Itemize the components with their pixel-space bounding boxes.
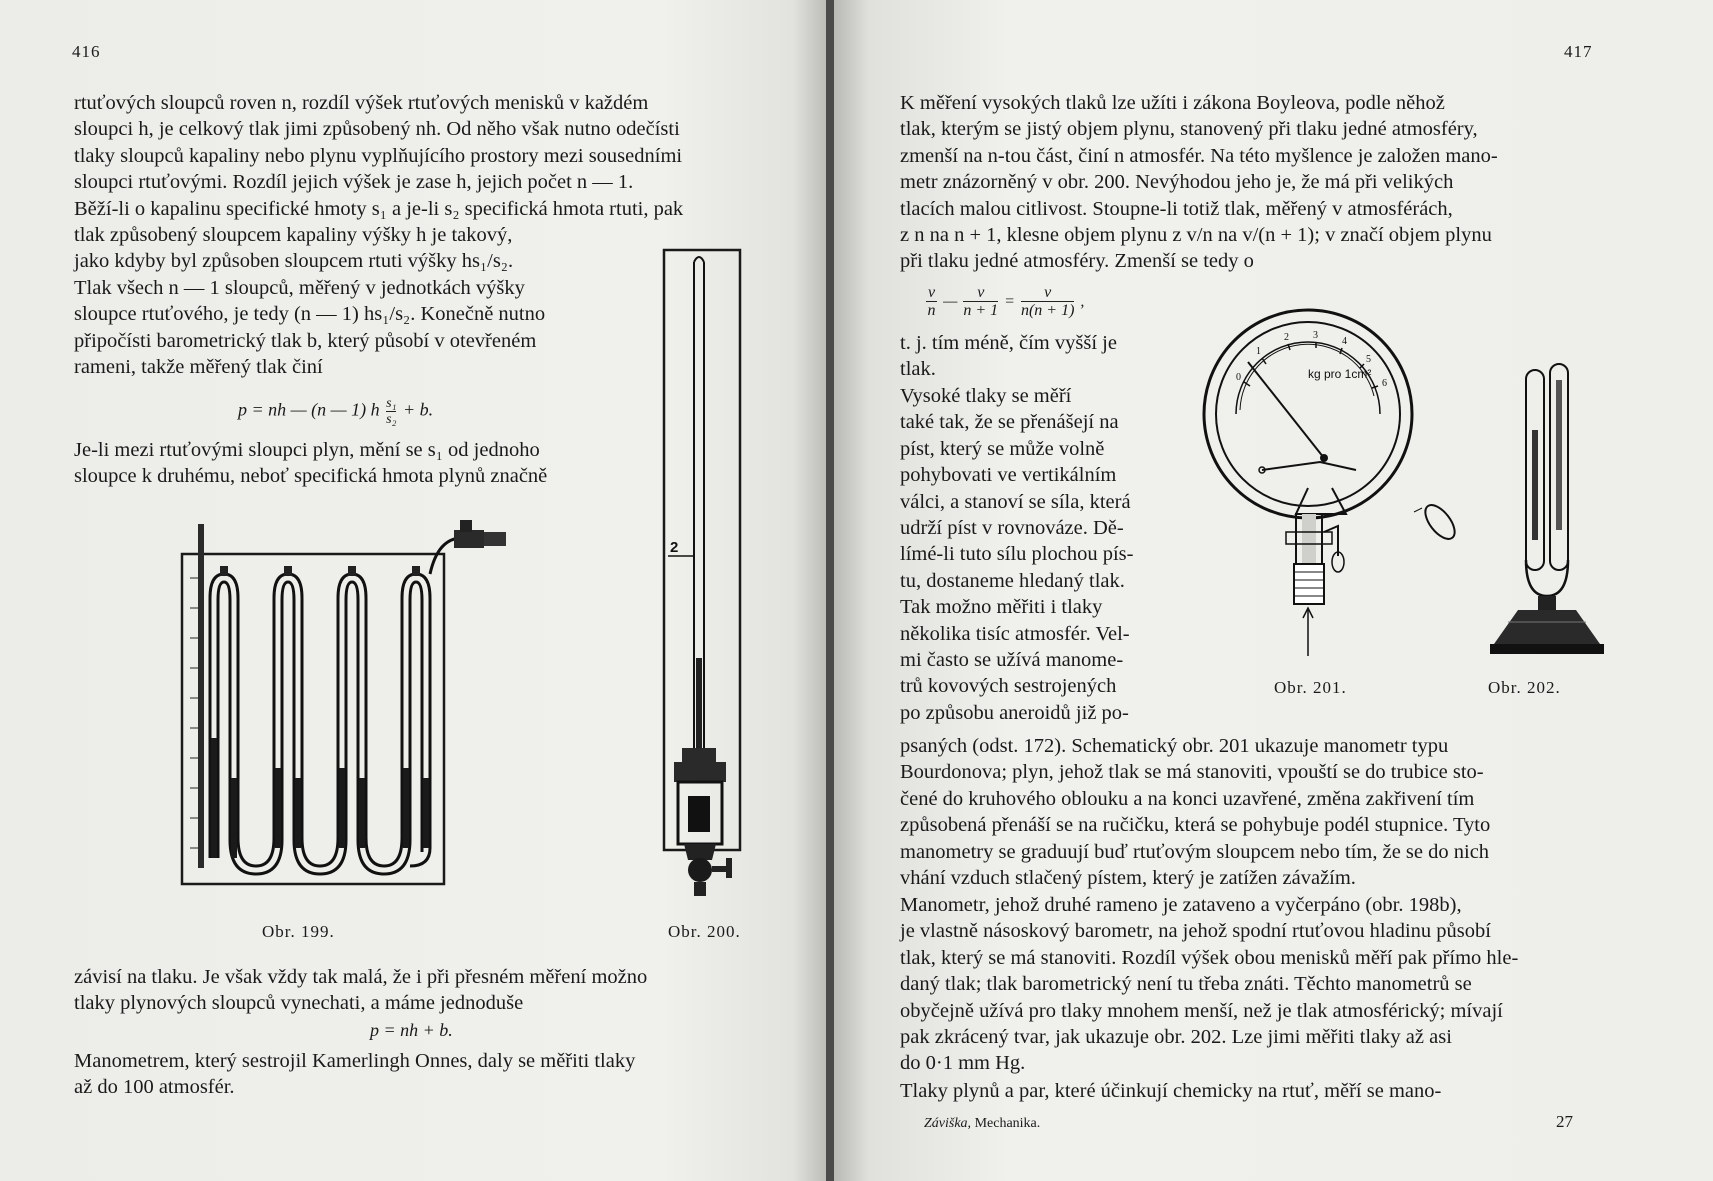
text-line: po způsobu aneroidů již po-: [900, 701, 1129, 724]
text-line: Bourdonova; plyn, jehož tlak se má stanoviti, vpouští se do trubice sto-: [900, 761, 1484, 784]
figure-200-label: 2: [670, 539, 679, 556]
figure-201-caption: Obr. 201.: [1274, 678, 1347, 697]
right-paragraph-3: [900, 383, 1170, 726]
gauge-tick-4: 4: [1342, 336, 1347, 347]
text-line: sloupce rtuťového, je tedy (n — 1) hs₁/s₂. Konečně nutno: [74, 303, 546, 326]
figure-200-illustration: [660, 248, 746, 898]
text-line: také tak, že se přenášejí na: [900, 411, 1119, 434]
text-line: Tak možno měřiti i tlaky: [900, 596, 1103, 619]
book-gutter: [826, 0, 834, 1181]
fraction-a: v n: [927, 284, 936, 319]
text-line: obyčejně užívá pro tlaky mnohem menší, než je tlak atmosférický; mívají: [900, 999, 1503, 1022]
gauge-tick-2: 2: [1284, 332, 1289, 343]
fraction-c: $\frac{v}{n(n + 1)}$: [1020, 284, 1075, 319]
text-line: Manometr, jehož druhé rameno je zataveno a vyčerpáno (obr. 198b),: [900, 894, 1462, 916]
text-line: připočísti barometrický tlak b, který působí v otevřeném: [74, 329, 537, 352]
text-line: závisí na tlaku. Je však vždy tak malá, že i při přesném měření možno: [74, 966, 648, 988]
text-line: trů kovových sestrojených: [900, 675, 1117, 698]
text-line: Tlaky plynů a par, které účinkují chemicky na rtuť, měří se mano-: [900, 1080, 1442, 1102]
text-line: tlaky plynových sloupců vynechati, a máme jednoduše: [74, 992, 524, 1015]
text-line: mi často se užívá manome-: [900, 649, 1124, 672]
text-line: zmenší na n-tou část, činí n atmosfér. Na této myšlence je založen mano-: [900, 144, 1498, 167]
text-line: sloupci rtuťovými. Rozdíl jejich výšek je zase h, jejich počet n — 1.: [74, 171, 634, 194]
page-number-left: 416: [72, 42, 101, 61]
text-line: t. j. tím méně, čím vyšší je: [900, 332, 1117, 354]
comma: ,: [1080, 292, 1085, 310]
right-paragraph-6: [900, 1078, 1632, 1104]
text-line: několika tisíc atmosfér. Vel-: [900, 622, 1130, 645]
text-line: Běží-li o kapalinu specifické hmoty s₁ a je-li s₂ specifická hmota rtuti, pak: [74, 197, 684, 220]
gauge-tick-1: 1: [1256, 346, 1261, 357]
text-line: píst, který se může volně: [900, 437, 1105, 460]
text-line: sloupce k druhému, neboť specifická hmota plynů značně: [74, 465, 548, 488]
formula-denominator: s₂: [386, 412, 397, 427]
text-line: pak zkrácený tvar, jak ukazuje obr. 202. Lze jimi měřiti tlaky až asi: [900, 1026, 1452, 1049]
text-line: je vlastně násoskový barometr, na jehož spodní rtuťovou hladinu působí: [900, 920, 1491, 943]
figure-200-caption: Obr. 200.: [668, 922, 741, 941]
left-paragraph-3: [74, 964, 772, 1017]
text-line: daný tlak; tlak barometrický není tu třeba znáti. Těchto manometrů se: [900, 973, 1472, 996]
text-line: metr znázorněný v obr. 200. Nevýhodou jeho je, že má při velikých: [900, 171, 1454, 194]
text-line: tlak.: [900, 358, 936, 381]
text-line: při tlaku jedné atmosféry. Zmenší se tedy o: [900, 250, 1254, 273]
text-line: Je-li mezi rtuťovými sloupci plyn, mění se s₁ od jednoho: [74, 439, 540, 461]
text-line: sloupci h, je celkový tlak jimi způsobený nh. Od něho však nutno odečísti: [74, 118, 680, 141]
formula-volume-change: [926, 284, 1084, 319]
left-paragraph-4: [74, 1048, 772, 1101]
text-line: vhání vzduch stlačený pístem, který je zatížen závažím.: [900, 867, 1356, 890]
minus-sign: —: [943, 292, 958, 310]
figure-202-illustration: [1478, 360, 1618, 660]
right-paragraph-2: [900, 330, 1170, 383]
text-line: až do 100 atmosfér.: [74, 1076, 235, 1099]
figure-201-illustration: [1196, 300, 1476, 660]
text-line: K měření vysokých tlaků lze užíti i zákona Boyleova, podle něhož: [900, 92, 1445, 114]
formula-tail: + b.: [402, 399, 434, 420]
text-line: Vysoké tlaky se měří: [900, 385, 1072, 407]
gauge-tick-3: 3: [1313, 330, 1318, 341]
right-page: [834, 0, 1713, 1181]
page-number-right: 417: [1564, 42, 1593, 61]
footer-sheet-number: 27: [1556, 1112, 1573, 1131]
fraction-b: $\frac{v}{n + 1}$: [963, 284, 999, 319]
footer-title: Mechanika.: [974, 1116, 1041, 1131]
text-line: rameni, takže měřený tlak činí: [74, 356, 323, 379]
page-footer: [924, 1116, 1040, 1132]
text-line: Tlak všech n — 1 sloupců, měřený v jednotkách výšky: [74, 276, 525, 299]
equals-sign: =: [1004, 292, 1015, 310]
text-line: psaných (odst. 172). Schematický obr. 201 ukazuje manometr typu: [900, 735, 1449, 757]
gauge-tick-5: 5: [1366, 354, 1371, 365]
right-paragraph-5: [900, 892, 1632, 1077]
text-line: pohybovati ve vertikálním: [900, 464, 1117, 487]
text-line: Manometrem, který sestrojil Kamerlingh Onnes, daly se měřiti tlaky: [74, 1050, 636, 1072]
text-line: tlak způsobený sloupcem kapaliny výšky h je takový,: [74, 224, 513, 247]
footer-author: Záviška,: [924, 1116, 972, 1131]
text-line: límé-li tuto sílu plochou pís-: [900, 543, 1134, 566]
text-line: tlak, který se má stanoviti. Rozdíl výšek obou menisků měří pak přímo hle-: [900, 946, 1519, 969]
formula-fraction: [386, 396, 396, 427]
figure-202-caption: Obr. 202.: [1488, 678, 1561, 697]
text-line: tlacích malou citlivost. Stoupne-li totiž tlak, měřený v atmosférách,: [900, 197, 1453, 220]
formula-pressure: [238, 396, 433, 427]
text-line: způsobená přenáší se na ručičku, která se pohybuje podél stupnice. Tyto: [900, 814, 1491, 837]
text-line: udrží píst v rovnováze. Dě-: [900, 517, 1124, 540]
text-line: manometry se graduují buď rtuťovým sloupcem nebo tím, že se do nich: [900, 840, 1490, 863]
right-paragraph-4: [900, 733, 1632, 891]
left-page: [0, 0, 826, 1181]
gauge-unit-label: kg pro 1cm²: [1308, 367, 1372, 381]
text-line: tlaky sloupců kapaliny nebo plynu vyplňujícího prostory mezi sousedními: [74, 144, 683, 167]
text-line: tu, dostaneme hledaný tlak.: [900, 569, 1125, 592]
text-line: čené do kruhového oblouku a na konci uzavřené, změna zakřivení tím: [900, 787, 1475, 810]
gauge-tick-6: 6: [1382, 378, 1387, 389]
left-paragraph-2: [74, 437, 637, 490]
gauge-tick-0: 0: [1236, 372, 1241, 383]
formula-main: p = nh — (n — 1) h: [238, 399, 380, 420]
text-line: jako kdyby byl způsoben sloupcem rtuti výšky hs₁/s₂.: [74, 250, 514, 273]
figure-199-caption: Obr. 199.: [262, 922, 335, 941]
formula-simple: p = nh + b.: [370, 1020, 453, 1040]
text-line: do 0·1 mm Hg.: [900, 1052, 1026, 1075]
text-line: z n na n + 1, klesne objem plynu z v/n na v/(n + 1); v značí objem plynu: [900, 224, 1492, 247]
right-paragraph-1: [900, 90, 1632, 275]
figure-199-illustration: [178, 518, 516, 888]
text-line: tlak, kterým se jistý objem plynu, stanovený při tlaku jedné atmosféry,: [900, 118, 1478, 141]
text-line: válci, a stanoví se síla, která: [900, 490, 1131, 513]
text-line: rtuťových sloupců roven n, rozdíl výšek rtuťových menisků v každém: [74, 92, 649, 114]
formula-numerator: s₁: [386, 396, 397, 411]
